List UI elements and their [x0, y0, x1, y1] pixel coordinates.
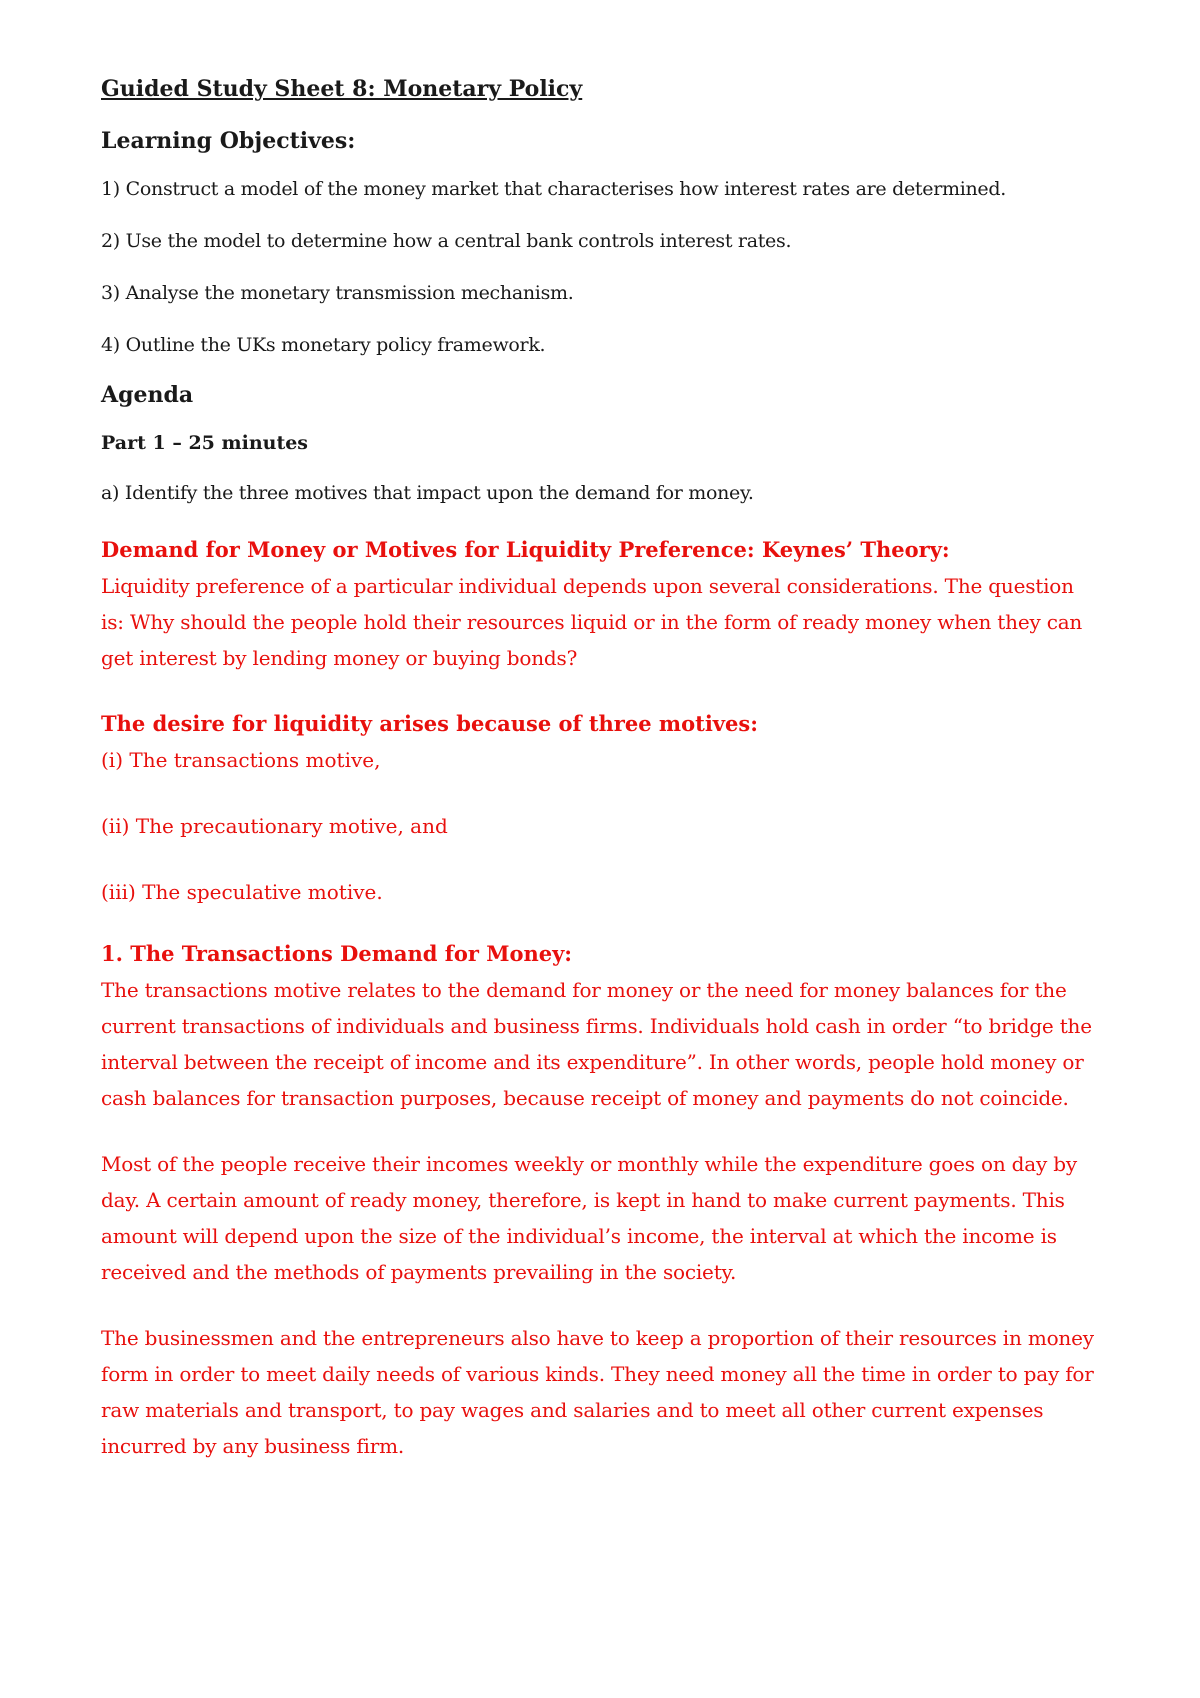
section-paragraph: Most of the people receive their incomes weekly or monthly while the expenditure goes on day by day. A certain amount of ready money, therefore, is kept in hand to make current payments. This amount will depend upon the size of the individual’s income, the interval at which the income is received and the methods of payments prevailing in the society. — [101, 1152, 1077, 1284]
section-heading: 1. The Transactions Demand for Money: — [101, 941, 573, 966]
answer-intro-text: Liquidity preference of a particular individual depends upon several considerations. The question is: Why should the people hold their resources liquid or in the form of ready money when they can get interest by lending money or buying bonds? — [101, 574, 1083, 670]
section-paragraph: The transactions motive relates to the demand for money or the need for money balances for the current transactions of individuals and business firms. Individuals hold cash in order “to bridge the interval between the receipt of income and its expenditure”. In other words, people hold money or cash balances for transaction purposes, because receipt of money and payments do not coincide. — [101, 978, 1092, 1110]
part-heading: Part 1 – 25 minutes — [101, 432, 309, 454]
section-paragraph: The businessmen and the entrepreneurs also have to keep a proportion of their resources in money form in order to meet daily needs of various kinds. They need money all the time in order to pay for raw materials and transport, to pay wages and salaries and to meet all other current expenses incurred by any business firm. — [101, 1326, 1094, 1458]
document-page — [101, 70, 1101, 1464]
answer-intro — [101, 532, 1101, 676]
learning-objectives-heading: Learning Objectives: — [101, 128, 356, 154]
agenda-heading: Agenda — [101, 382, 194, 408]
motive-item: (iii) The speculative motive. — [101, 880, 383, 904]
motives-heading: The desire for liquidity arises because of three motives: — [101, 711, 758, 736]
objective-item: 3) Analyse the monetary transmission mechanism. — [101, 282, 574, 304]
objective-item: 2) Use the model to determine how a central bank controls interest rates. — [101, 230, 792, 252]
transactions-section — [101, 936, 1101, 1464]
answer-intro-heading: Demand for Money or Motives for Liquidity Preference: Keynes’ Theory: — [101, 537, 950, 562]
document-title: Guided Study Sheet 8: Monetary Policy — [101, 76, 583, 102]
objective-item: 1) Construct a model of the money market that characterises how interest rates are determined. — [101, 178, 1006, 200]
motive-item: (ii) The precautionary motive, and — [101, 814, 448, 838]
motives-block — [101, 706, 1101, 910]
motive-item: (i) The transactions motive, — [101, 748, 381, 772]
objective-item: 4) Outline the UKs monetary policy framework. — [101, 334, 546, 356]
task-question: a) Identify the three motives that impact upon the demand for money. — [101, 482, 754, 504]
